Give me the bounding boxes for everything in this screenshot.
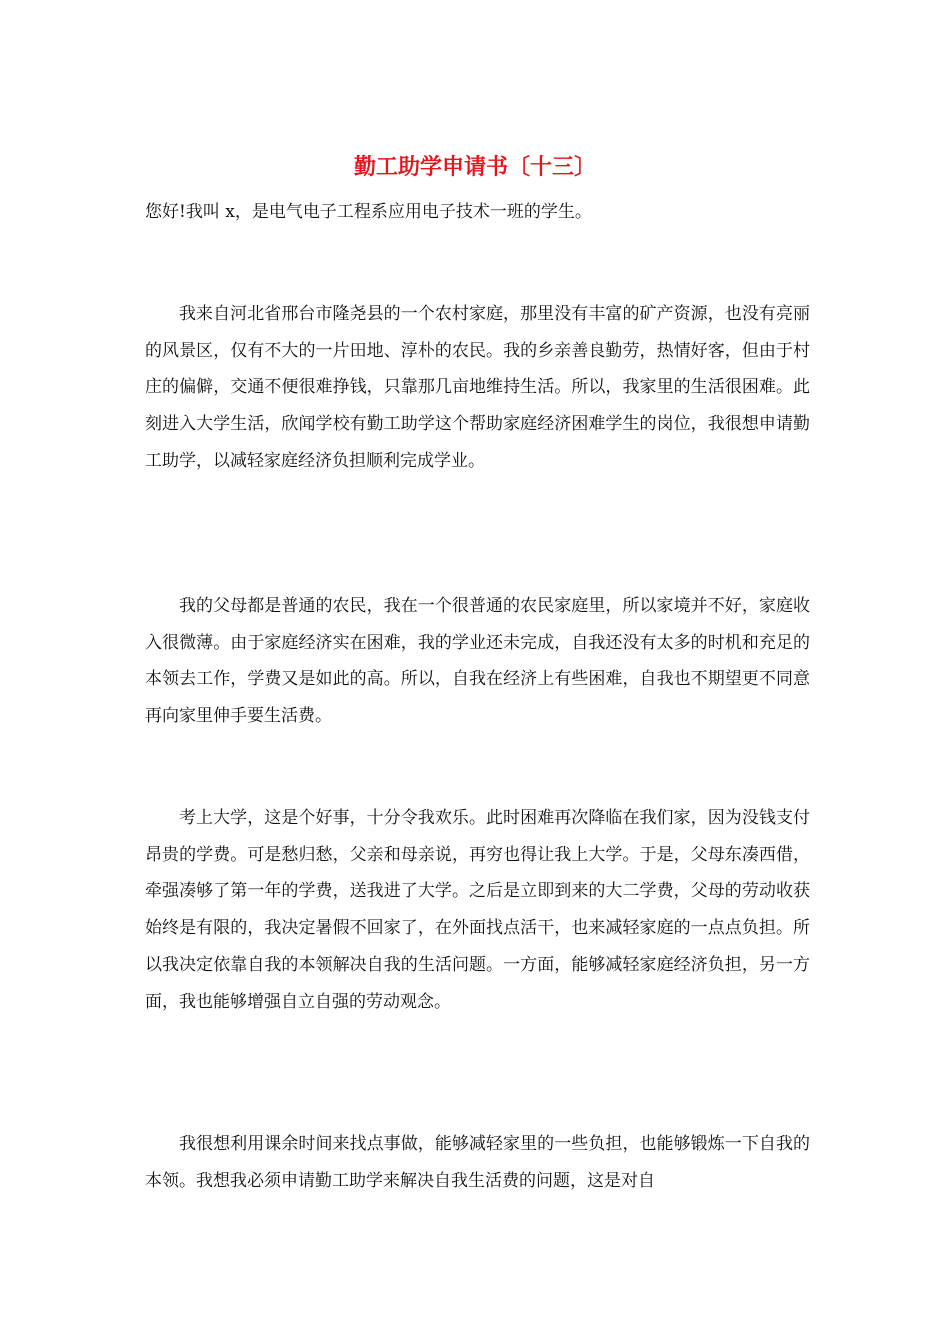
document-title: 勤工助学申请书〔十三〕	[353, 154, 596, 180]
body-paragraph: 我的父母都是普通的农民，我在一个很普通的农民家庭里，所以家境并不好，家庭收入很微薄。由于家庭经济实在困难，我的学业还未完成，自我还没有太多的时机和充足的本领去工作，学费又是如此的高。所以，自我在经济上有些困难，自我也不期望更不同意再向家里伸手要生活费。	[145, 596, 810, 727]
greeting-line: 您好!我叫 x，是电气电子工程系应用电子技术一班的学生。	[145, 202, 592, 222]
body-paragraph: 考上大学，这是个好事，十分令我欢乐。此时困难再次降临在我们家，因为没钱支付昂贵的学费。可是愁归愁，父亲和母亲说，再穷也得让我上大学。于是，父母东凑西借，牵强凑够了第一年的学费，送我进了大学。之后是立即到来的大二学费，父母的劳动收获始终是有限的，我决定暑假不回家了，在外面找点活干，也来减轻家庭的一点点负担。所以我决定依靠自我的本领解决自我的生活问题。一方面，能够减轻家庭经济负担，另一方面，我也能够增强自立自强的劳动观念。	[145, 808, 810, 1012]
body-paragraph: 我来自河北省邢台市隆尧县的一个农村家庭，那里没有丰富的矿产资源，也没有亮丽的风景区，仅有不大的一片田地、淳朴的农民。我的乡亲善良勤劳，热情好客，但由于村庄的偏僻，交通不便很难挣钱，只靠那几亩地维持生活。所以，我家里的生活很困难。此刻进入大学生活，欣闻学校有勤工助学这个帮助家庭经济困难学生的岗位，我很想申请勤工助学，以减轻家庭经济负担顺利完成学业。	[145, 304, 810, 471]
body-paragraph: 我很想利用课余时间来找点事做，能够减轻家里的一些负担，也能够锻炼一下自我的本领。我想我必须申请勤工助学来解决自我生活费的问题，这是对自	[145, 1134, 810, 1191]
